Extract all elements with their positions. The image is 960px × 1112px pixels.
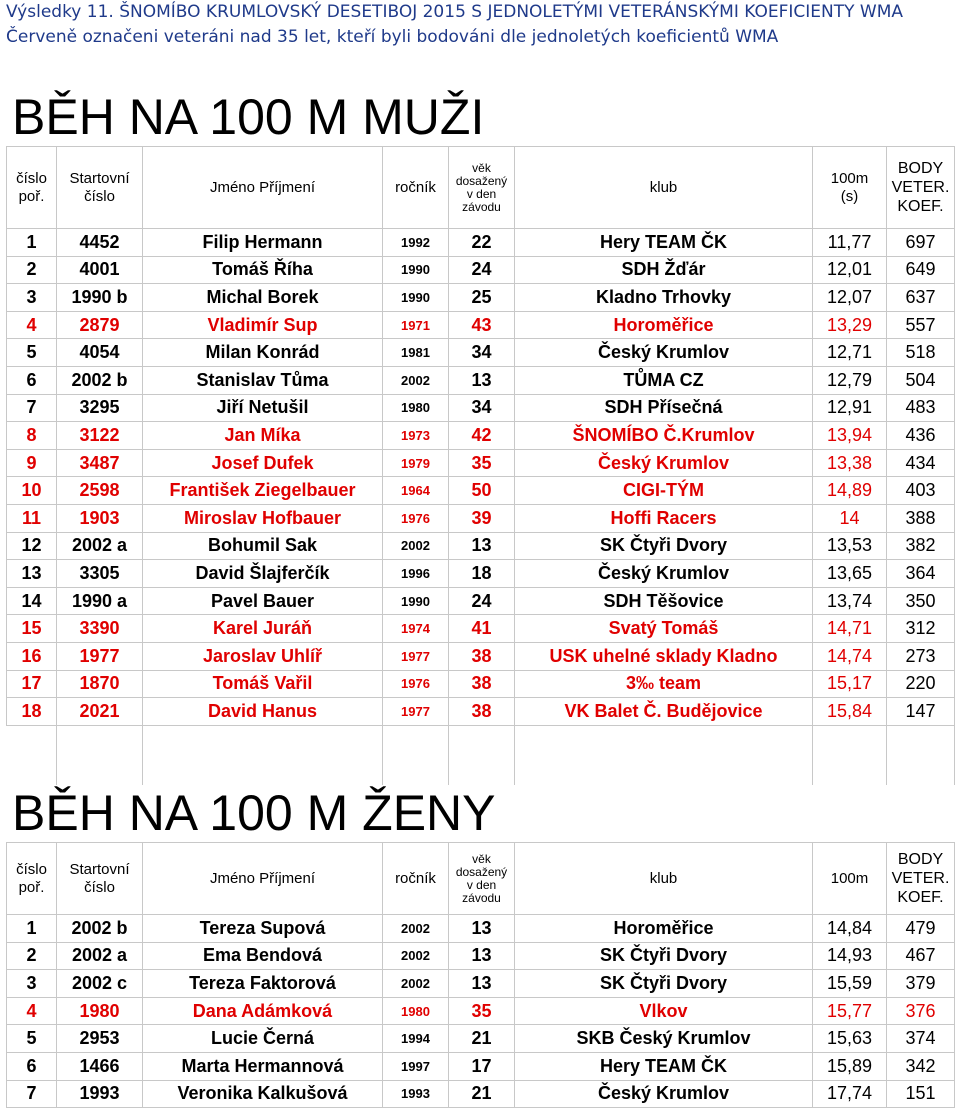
cell-body: 697 [887, 229, 955, 257]
cell-startovni: 3122 [57, 422, 143, 450]
cell-rocnik: 2002 [383, 915, 449, 943]
cell-startovni: 4452 [57, 229, 143, 257]
cell-cas: 11,77 [813, 229, 887, 257]
table-row [7, 256, 955, 284]
cell-jmeno: Tomáš Vařil [143, 670, 383, 698]
cell-rocnik: 2002 [383, 366, 449, 394]
cell-vek: 24 [449, 587, 515, 615]
cell-cas: 14,74 [813, 642, 887, 670]
cell-body: 350 [887, 587, 955, 615]
cell-startovni: 2953 [57, 1025, 143, 1053]
col-header-cas: 100m (s) [813, 147, 887, 229]
cell-body: 504 [887, 366, 955, 394]
table-gap-gridlines [6, 725, 954, 785]
cell-poradi: 18 [7, 698, 57, 726]
cell-body: 479 [887, 915, 955, 943]
cell-cas: 13,65 [813, 560, 887, 588]
table-row [7, 698, 955, 726]
cell-poradi: 6 [7, 1052, 57, 1080]
cell-startovni: 2002 a [57, 532, 143, 560]
cell-vek: 39 [449, 504, 515, 532]
cell-body: 312 [887, 615, 955, 643]
cell-poradi: 7 [7, 1080, 57, 1108]
cell-startovni: 2002 b [57, 366, 143, 394]
cell-cas: 15,63 [813, 1025, 887, 1053]
cell-vek: 42 [449, 422, 515, 450]
cell-body: 388 [887, 504, 955, 532]
cell-startovni: 1977 [57, 642, 143, 670]
section-title-men: BĚH NA 100 M MUŽI [12, 89, 485, 145]
cell-poradi: 1 [7, 229, 57, 257]
col-header-vek: věk dosažený v den závodu [449, 147, 515, 229]
cell-poradi: 4 [7, 311, 57, 339]
cell-rocnik: 1976 [383, 504, 449, 532]
cell-vek: 43 [449, 311, 515, 339]
cell-rocnik: 1997 [383, 1052, 449, 1080]
cell-rocnik: 1980 [383, 394, 449, 422]
cell-startovni: 4054 [57, 339, 143, 367]
cell-vek: 34 [449, 394, 515, 422]
cell-klub: Hoffi Racers [515, 504, 813, 532]
cell-jmeno: Lucie Černá [143, 1025, 383, 1053]
col-header-body: BODY VETER. KOEF. [887, 843, 955, 915]
cell-body: 273 [887, 642, 955, 670]
cell-body: 382 [887, 532, 955, 560]
cell-rocnik: 1990 [383, 256, 449, 284]
cell-rocnik: 1976 [383, 670, 449, 698]
cell-jmeno: Tereza Supová [143, 915, 383, 943]
cell-jmeno: František Ziegelbauer [143, 477, 383, 505]
cell-poradi: 16 [7, 642, 57, 670]
col-header-klub: klub [515, 147, 813, 229]
cell-vek: 21 [449, 1080, 515, 1108]
cell-vek: 35 [449, 997, 515, 1025]
cell-jmeno: Josef Dufek [143, 449, 383, 477]
cell-vek: 41 [449, 615, 515, 643]
cell-klub: Vlkov [515, 997, 813, 1025]
cell-klub: Kladno Trhovky [515, 284, 813, 312]
cell-cas: 17,74 [813, 1080, 887, 1108]
cell-startovni: 2002 c [57, 970, 143, 998]
cell-poradi: 9 [7, 449, 57, 477]
cell-vek: 38 [449, 670, 515, 698]
cell-body: 376 [887, 997, 955, 1025]
table-header-row [7, 147, 955, 229]
cell-poradi: 3 [7, 284, 57, 312]
cell-body: 403 [887, 477, 955, 505]
cell-cas: 13,38 [813, 449, 887, 477]
cell-vek: 13 [449, 915, 515, 943]
cell-rocnik: 1996 [383, 560, 449, 588]
cell-rocnik: 1974 [383, 615, 449, 643]
cell-body: 467 [887, 942, 955, 970]
cell-jmeno: Jiří Netušil [143, 394, 383, 422]
cell-jmeno: Milan Konrád [143, 339, 383, 367]
cell-klub: Svatý Tomáš [515, 615, 813, 643]
cell-klub: Český Krumlov [515, 1080, 813, 1108]
cell-startovni: 1903 [57, 504, 143, 532]
cell-poradi: 7 [7, 394, 57, 422]
cell-poradi: 13 [7, 560, 57, 588]
cell-poradi: 17 [7, 670, 57, 698]
col-header-jmeno: Jméno Příjmení [143, 843, 383, 915]
col-header-vek: věk dosažený v den závodu [449, 843, 515, 915]
cell-rocnik: 1977 [383, 698, 449, 726]
cell-startovni: 1870 [57, 670, 143, 698]
cell-poradi: 12 [7, 532, 57, 560]
cell-jmeno: Tereza Faktorová [143, 970, 383, 998]
table-row [7, 1052, 955, 1080]
cell-startovni: 2002 a [57, 942, 143, 970]
cell-body: 434 [887, 449, 955, 477]
cell-cas: 15,89 [813, 1052, 887, 1080]
cell-jmeno: Marta Hermannová [143, 1052, 383, 1080]
cell-vek: 13 [449, 532, 515, 560]
table-row [7, 670, 955, 698]
cell-startovni: 3305 [57, 560, 143, 588]
cell-vek: 17 [449, 1052, 515, 1080]
cell-jmeno: Jan Míka [143, 422, 383, 450]
cell-startovni: 4001 [57, 256, 143, 284]
cell-startovni: 1466 [57, 1052, 143, 1080]
cell-startovni: 2021 [57, 698, 143, 726]
cell-jmeno: Filip Hermann [143, 229, 383, 257]
cell-poradi: 3 [7, 970, 57, 998]
cell-klub: Český Krumlov [515, 560, 813, 588]
col-header-body: BODY VETER. KOEF. [887, 147, 955, 229]
cell-cas: 15,17 [813, 670, 887, 698]
cell-body: 220 [887, 670, 955, 698]
cell-cas: 13,94 [813, 422, 887, 450]
cell-cas: 15,59 [813, 970, 887, 998]
cell-vek: 38 [449, 642, 515, 670]
cell-body: 147 [887, 698, 955, 726]
cell-rocnik: 1979 [383, 449, 449, 477]
cell-rocnik: 1977 [383, 642, 449, 670]
cell-cas: 12,07 [813, 284, 887, 312]
table-row [7, 339, 955, 367]
cell-jmeno: Jaroslav Uhlíř [143, 642, 383, 670]
cell-startovni: 1990 a [57, 587, 143, 615]
table-row [7, 587, 955, 615]
results-table-men [6, 146, 955, 726]
cell-jmeno: Vladimír Sup [143, 311, 383, 339]
cell-klub: SK Čtyři Dvory [515, 942, 813, 970]
table-row [7, 942, 955, 970]
table-row [7, 394, 955, 422]
cell-vek: 13 [449, 942, 515, 970]
cell-klub: SKB Český Krumlov [515, 1025, 813, 1053]
cell-rocnik: 2002 [383, 532, 449, 560]
cell-klub: Český Krumlov [515, 449, 813, 477]
table-row [7, 422, 955, 450]
table-row [7, 560, 955, 588]
cell-poradi: 2 [7, 942, 57, 970]
cell-startovni: 1980 [57, 997, 143, 1025]
table-row [7, 915, 955, 943]
cell-klub: Horoměřice [515, 311, 813, 339]
cell-poradi: 11 [7, 504, 57, 532]
col-header-poradi: číslo poř. [7, 843, 57, 915]
cell-vek: 35 [449, 449, 515, 477]
cell-body: 637 [887, 284, 955, 312]
cell-vek: 24 [449, 256, 515, 284]
table-row [7, 532, 955, 560]
table-row [7, 970, 955, 998]
cell-vek: 50 [449, 477, 515, 505]
cell-cas: 14 [813, 504, 887, 532]
cell-jmeno: Tomáš Říha [143, 256, 383, 284]
cell-rocnik: 1981 [383, 339, 449, 367]
cell-klub: Český Krumlov [515, 339, 813, 367]
cell-poradi: 14 [7, 587, 57, 615]
cell-startovni: 2002 b [57, 915, 143, 943]
cell-body: 436 [887, 422, 955, 450]
cell-startovni: 3390 [57, 615, 143, 643]
cell-cas: 13,74 [813, 587, 887, 615]
cell-poradi: 1 [7, 915, 57, 943]
cell-jmeno: Dana Adámková [143, 997, 383, 1025]
cell-poradi: 10 [7, 477, 57, 505]
cell-jmeno: Bohumil Sak [143, 532, 383, 560]
cell-cas: 13,53 [813, 532, 887, 560]
table-header-row [7, 843, 955, 915]
cell-vek: 21 [449, 1025, 515, 1053]
cell-cas: 12,79 [813, 366, 887, 394]
cell-startovni: 1993 [57, 1080, 143, 1108]
cell-rocnik: 1971 [383, 311, 449, 339]
cell-cas: 14,84 [813, 915, 887, 943]
cell-cas: 13,29 [813, 311, 887, 339]
table-row [7, 477, 955, 505]
cell-jmeno: Karel Juráň [143, 615, 383, 643]
table-row [7, 1025, 955, 1053]
cell-klub: TŮMA CZ [515, 366, 813, 394]
cell-cas: 12,01 [813, 256, 887, 284]
table-row [7, 642, 955, 670]
table-row [7, 366, 955, 394]
col-header-startovni: Startovní číslo [57, 147, 143, 229]
cell-cas: 15,84 [813, 698, 887, 726]
table-row [7, 997, 955, 1025]
table-row [7, 229, 955, 257]
cell-klub: SDH Přísečná [515, 394, 813, 422]
cell-rocnik: 1993 [383, 1080, 449, 1108]
cell-poradi: 2 [7, 256, 57, 284]
cell-klub: ŠNOMÍBO Č.Krumlov [515, 422, 813, 450]
cell-cas: 15,77 [813, 997, 887, 1025]
cell-rocnik: 1990 [383, 587, 449, 615]
cell-rocnik: 1980 [383, 997, 449, 1025]
cell-klub: USK uhelné sklady Kladno [515, 642, 813, 670]
cell-vek: 18 [449, 560, 515, 588]
cell-vek: 38 [449, 698, 515, 726]
cell-rocnik: 1973 [383, 422, 449, 450]
cell-klub: SDH Těšovice [515, 587, 813, 615]
document-header-line2: Červeně označeni veteráni nad 35 let, kteří byli bodováni dle jednoletých koeficientů WMA [6, 27, 779, 47]
col-header-startovni: Startovní číslo [57, 843, 143, 915]
table-row [7, 449, 955, 477]
table-row [7, 311, 955, 339]
cell-klub: VK Balet Č. Budějovice [515, 698, 813, 726]
cell-startovni: 1990 b [57, 284, 143, 312]
table-row [7, 615, 955, 643]
cell-jmeno: Veronika Kalkušová [143, 1080, 383, 1108]
cell-vek: 22 [449, 229, 515, 257]
col-header-poradi: číslo poř. [7, 147, 57, 229]
cell-body: 483 [887, 394, 955, 422]
cell-jmeno: David Šlajferčík [143, 560, 383, 588]
cell-rocnik: 1992 [383, 229, 449, 257]
cell-poradi: 4 [7, 997, 57, 1025]
cell-jmeno: Ema Bendová [143, 942, 383, 970]
cell-rocnik: 1994 [383, 1025, 449, 1053]
cell-startovni: 3295 [57, 394, 143, 422]
cell-rocnik: 2002 [383, 970, 449, 998]
cell-body: 379 [887, 970, 955, 998]
cell-startovni: 2598 [57, 477, 143, 505]
cell-jmeno: Stanislav Tůma [143, 366, 383, 394]
cell-cas: 14,71 [813, 615, 887, 643]
cell-jmeno: Michal Borek [143, 284, 383, 312]
cell-vek: 34 [449, 339, 515, 367]
results-table-women [6, 842, 955, 1108]
cell-body: 342 [887, 1052, 955, 1080]
cell-jmeno: Miroslav Hofbauer [143, 504, 383, 532]
cell-klub: SK Čtyři Dvory [515, 970, 813, 998]
document-header-line1: Výsledky 11. ŠNOMÍBO KRUMLOVSKÝ DESETIBOJ 2015 S JEDNOLETÝMI VETERÁNSKÝMI KOEFICIENTY WMA [6, 2, 904, 22]
cell-startovni: 2879 [57, 311, 143, 339]
cell-body: 518 [887, 339, 955, 367]
cell-cas: 14,93 [813, 942, 887, 970]
cell-startovni: 3487 [57, 449, 143, 477]
cell-body: 364 [887, 560, 955, 588]
cell-klub: 3‰ team [515, 670, 813, 698]
cell-poradi: 6 [7, 366, 57, 394]
col-header-rocnik: ročník [383, 843, 449, 915]
col-header-klub: klub [515, 843, 813, 915]
cell-poradi: 5 [7, 1025, 57, 1053]
section-title-women: BĚH NA 100 M ŽENY [12, 785, 496, 841]
cell-klub: Horoměřice [515, 915, 813, 943]
cell-cas: 12,71 [813, 339, 887, 367]
cell-poradi: 5 [7, 339, 57, 367]
cell-rocnik: 1964 [383, 477, 449, 505]
cell-rocnik: 2002 [383, 942, 449, 970]
table-row [7, 504, 955, 532]
col-header-jmeno: Jméno Příjmení [143, 147, 383, 229]
cell-vek: 13 [449, 366, 515, 394]
cell-klub: Hery TEAM ČK [515, 1052, 813, 1080]
cell-poradi: 8 [7, 422, 57, 450]
cell-jmeno: Pavel Bauer [143, 587, 383, 615]
cell-body: 374 [887, 1025, 955, 1053]
cell-vek: 13 [449, 970, 515, 998]
table-row [7, 1080, 955, 1108]
cell-klub: SDH Žďár [515, 256, 813, 284]
cell-rocnik: 1990 [383, 284, 449, 312]
cell-vek: 25 [449, 284, 515, 312]
cell-klub: Hery TEAM ČK [515, 229, 813, 257]
cell-cas: 12,91 [813, 394, 887, 422]
table-row [7, 284, 955, 312]
cell-body: 557 [887, 311, 955, 339]
cell-body: 649 [887, 256, 955, 284]
cell-poradi: 15 [7, 615, 57, 643]
cell-body: 151 [887, 1080, 955, 1108]
col-header-cas: 100m [813, 843, 887, 915]
cell-klub: SK Čtyři Dvory [515, 532, 813, 560]
col-header-rocnik: ročník [383, 147, 449, 229]
cell-klub: CIGI-TÝM [515, 477, 813, 505]
cell-cas: 14,89 [813, 477, 887, 505]
cell-jmeno: David Hanus [143, 698, 383, 726]
